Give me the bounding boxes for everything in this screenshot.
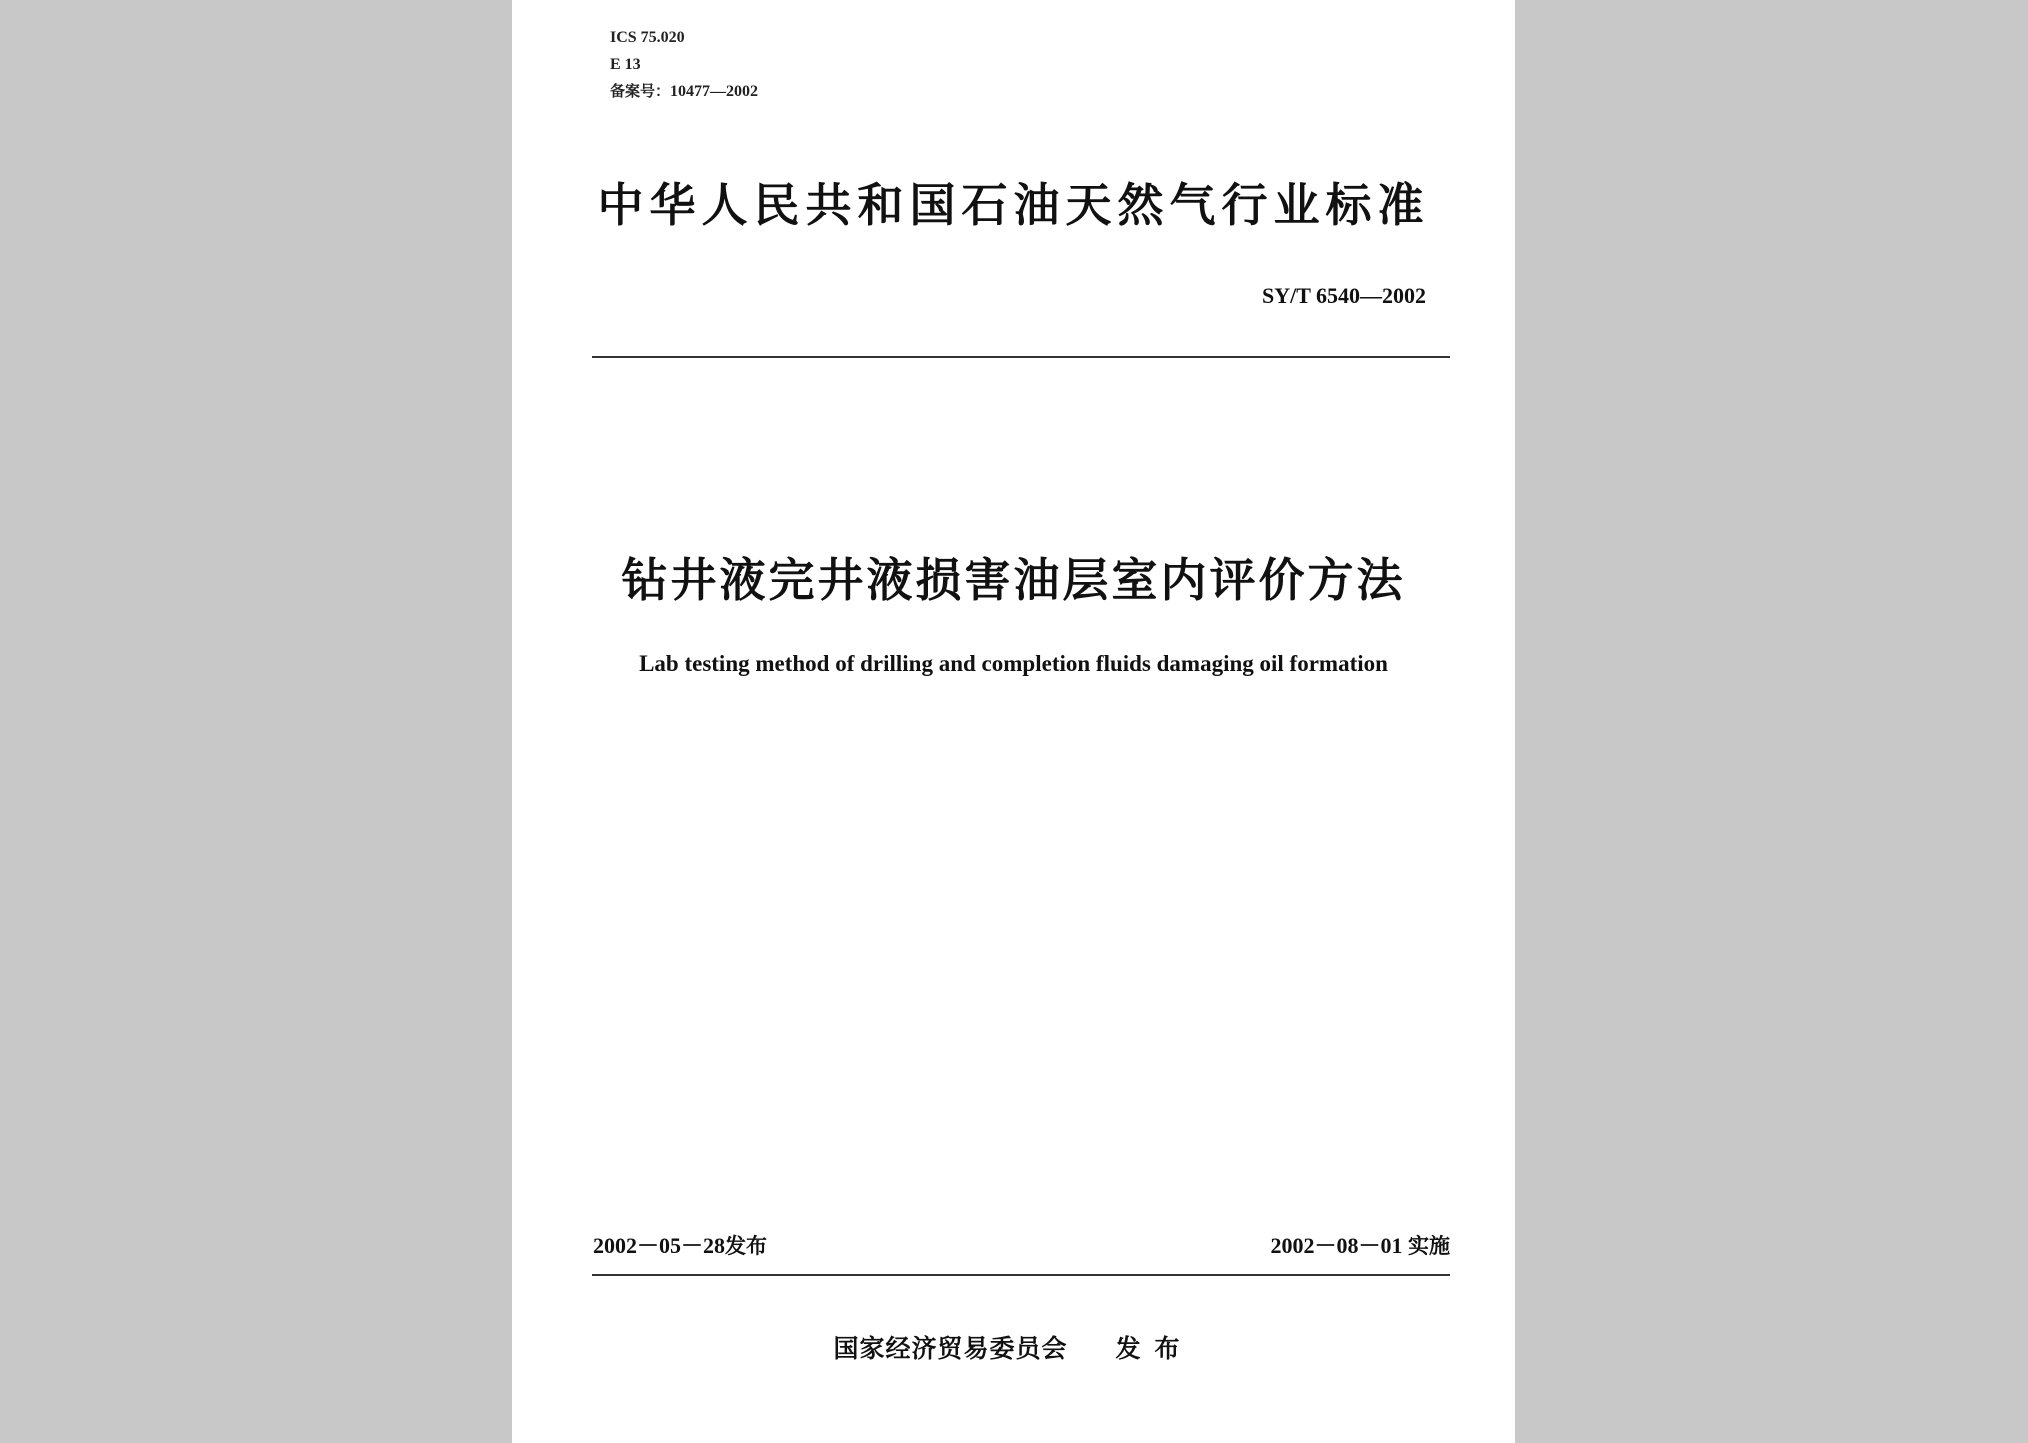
standard-header: 中华人民共和国石油天然气行业标准 [597, 178, 1430, 232]
issuer-line [512, 1336, 1515, 1361]
issuer-organization: 国家经济贸易委员会 [833, 1334, 1068, 1363]
ics-code: ICS 75.020 [610, 29, 685, 46]
implementation-date-value: 2002－08－01 [1270, 1233, 1403, 1258]
record-label: 备案号： [610, 82, 671, 100]
title-chinese: 钻井液完井液损害油层室内评价方法 [621, 553, 1406, 607]
standard-number: SY/T 6540—2002 [1261, 283, 1426, 308]
issuer-verb: 发布 [1115, 1334, 1194, 1363]
issue-date-value: 2002－05－28 [593, 1233, 726, 1258]
record-value: 10477—2002 [670, 83, 759, 100]
implementation-date-label: 实施 [1408, 1234, 1450, 1258]
record-number [610, 84, 758, 100]
bottom-divider [592, 1274, 1450, 1276]
document-page [512, 0, 1515, 1443]
implementation-date [1270, 1235, 1450, 1257]
title-english: Lab testing method of drilling and completion fluids damaging oil formation [639, 651, 1388, 676]
issue-date [593, 1235, 767, 1257]
top-divider [592, 356, 1450, 358]
category-code: E 13 [610, 56, 641, 73]
issue-date-label: 发布 [725, 1234, 768, 1258]
